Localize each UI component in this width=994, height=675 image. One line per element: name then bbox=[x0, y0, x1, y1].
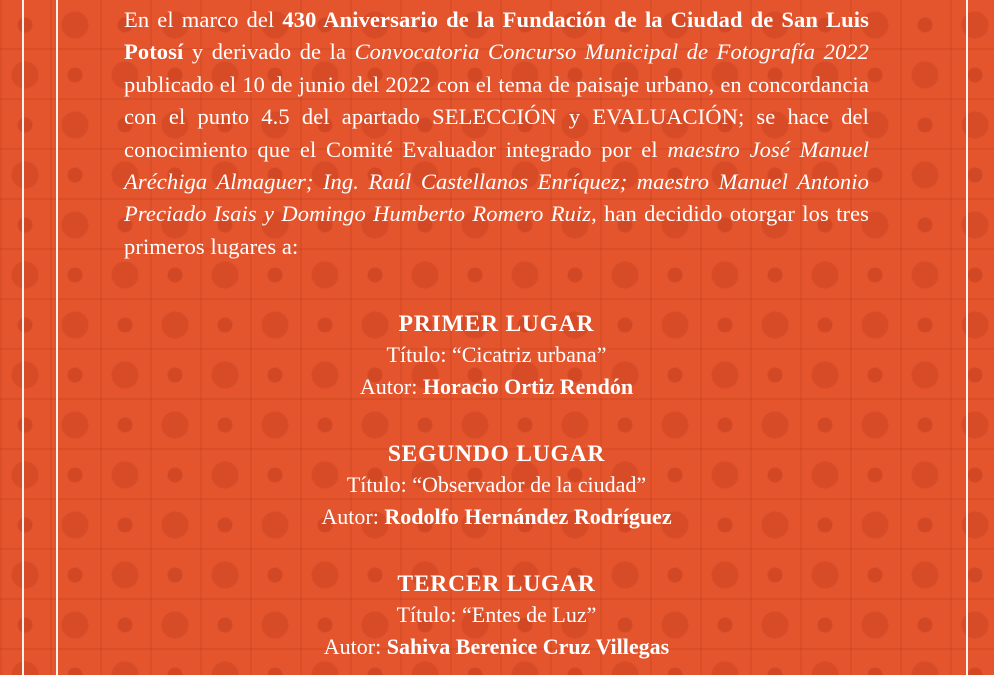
left-border-line-outer bbox=[22, 0, 24, 675]
announcement-paragraph bbox=[124, 0, 869, 263]
award-author-name: Horacio Ortiz Rendón bbox=[422, 374, 634, 400]
award-entry-third bbox=[124, 569, 869, 663]
award-place-label: SEGUNDO LUGAR bbox=[387, 441, 606, 468]
award-place-label: PRIMER LUGAR bbox=[398, 311, 595, 338]
document-content bbox=[124, 0, 869, 675]
award-author-label: Autor: bbox=[323, 634, 387, 660]
award-place-label: TERCER LUGAR bbox=[397, 571, 596, 598]
paragraph-segment-jury: maestro José Manuel Aréchiga Almaguer; Ing. Raúl Castellanos Enríquez; maestro Manuel Antonio Preciado Isais y Domingo Humberto Romero Ruiz bbox=[124, 136, 870, 227]
paragraph-segment-intro: En el marco del bbox=[124, 7, 283, 32]
paragraph-segment-anniversary: 430 Aniversario de la Fundación de la Ciudad de San Luis Potosí bbox=[124, 7, 869, 65]
paragraph-segment-derived: y derivado de la bbox=[183, 39, 355, 65]
award-author-label: Autor: bbox=[321, 504, 385, 530]
award-title-label: Título: bbox=[396, 602, 462, 628]
award-author-name: Sahiva Berenice Cruz Villegas bbox=[386, 634, 670, 660]
award-author-line bbox=[124, 371, 869, 403]
award-author-name: Rodolfo Hernández Rodríguez bbox=[384, 504, 672, 530]
award-author-label: Autor: bbox=[359, 374, 423, 400]
award-author-line bbox=[124, 631, 869, 663]
award-title-line bbox=[124, 469, 869, 501]
award-title-value: “Entes de Luz” bbox=[462, 602, 597, 628]
right-border-line bbox=[966, 0, 968, 675]
awards-list bbox=[124, 309, 869, 663]
award-title-line bbox=[124, 339, 869, 371]
award-title-value: “Observador de la ciudad” bbox=[412, 472, 647, 498]
award-author-line bbox=[124, 501, 869, 533]
award-entry-second bbox=[124, 439, 869, 533]
award-title-label: Título: bbox=[346, 472, 413, 498]
award-title-value: “Cicatriz urbana” bbox=[451, 342, 607, 368]
paragraph-segment-details: publicado el 10 de junio del 2022 con el tema de paisaje urbano, en concordancia con el punto 4.5 del apartado SELECCIÓN y EVALUACIÓN; se hace del conocimiento que el Comité Evaluador integrado por el bbox=[124, 71, 869, 162]
award-title-label: Título: bbox=[386, 342, 452, 368]
award-title-line bbox=[124, 599, 869, 631]
paragraph-segment-convocatoria: Convocatoria Concurso Municipal de Fotografía 2022 bbox=[354, 39, 869, 65]
left-border-line-inner bbox=[56, 0, 58, 675]
award-entry-first bbox=[124, 309, 869, 403]
paragraph-segment-closing: , han decidido otorgar los tres primeros lugares a: bbox=[124, 201, 870, 259]
